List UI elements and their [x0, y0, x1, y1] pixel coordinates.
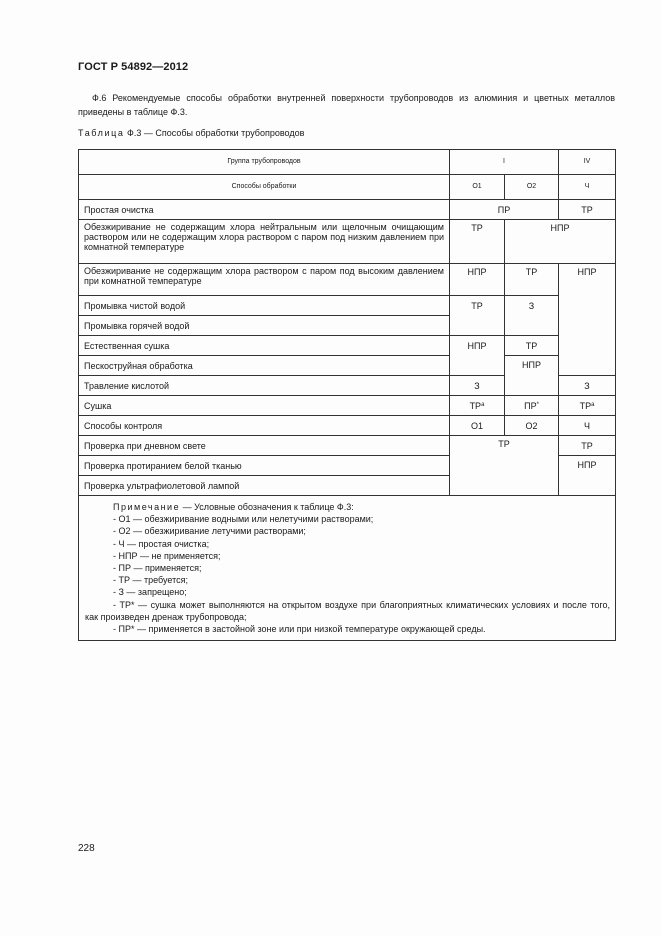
note-line: - О2 — обезжиривание летучими растворами; [113, 526, 306, 537]
table-row [79, 436, 616, 456]
note-title: Примечание — Условные обозначения к таблице Ф.3: [113, 502, 354, 512]
row-label: Проверка при дневном свете [79, 436, 450, 456]
cell-value: З [450, 376, 505, 396]
header-o1: О1 [450, 175, 505, 200]
header-ch: Ч [559, 175, 616, 200]
note-line: - Ч — простая очистка; [113, 538, 210, 549]
intro-paragraph: Ф.6 Рекомендуемые способы обработки внутренней поверхности трубопроводов из алюминия и цветных металлов приведены в таблице Ф.3. [78, 93, 615, 117]
header-group-1: I [450, 150, 559, 175]
row-label: Обезжиривание не содержащим хлора раствором с паром под высоким давлением при комнатной температуре [79, 264, 450, 296]
row-label: Обезжиривание не содержащим хлора нейтральным или щелочным очищающим раствором или не содержащим хлора раствором с паром под низким давлением при комнатной температуре [79, 220, 450, 264]
row-label: Травление кислотой [79, 376, 450, 396]
cell-value: ПР* [505, 396, 559, 416]
cell-value: $ТР^а$ [450, 396, 505, 416]
cell-value: НПР [559, 264, 616, 376]
cell-value: З [559, 376, 616, 396]
note-line: - ПР — применяется; [113, 563, 202, 574]
row-label: Проверка протиранием белой тканью [79, 456, 450, 476]
row-label: Сушка [79, 396, 450, 416]
cell-value: ТР [559, 436, 616, 456]
table-row [79, 416, 616, 436]
header-group-4: IV [559, 150, 616, 175]
cell-value: З [505, 296, 559, 336]
cell-value: Ч [559, 416, 616, 436]
treatment-methods-table [78, 149, 616, 641]
cell-value: НПР [505, 356, 559, 396]
table-caption [78, 128, 304, 138]
table-row [79, 264, 616, 296]
row-label: Промывка чистой водой [79, 296, 450, 316]
cell-value: НПР [559, 456, 616, 496]
cell-value: НПР [450, 336, 505, 376]
page-number: 228 [78, 843, 95, 854]
header-o2: О2 [505, 175, 559, 200]
cell-value: О2 [505, 416, 559, 436]
note-line: - ТР — требуется; [113, 575, 188, 586]
cell-value: ТР [450, 296, 505, 336]
cell-value: ТР [505, 264, 559, 296]
table-caption-text: Ф.3 — Способы обработки трубопроводов [124, 128, 305, 138]
cell-value: О1 [450, 416, 505, 436]
cell-value: ТР [450, 436, 559, 496]
cell-value: НПР [505, 220, 616, 264]
note-line: - ПР* — применяется в застойной зоне или при низкой температуре окружающей среды. [113, 624, 486, 635]
note-line: - ТР* — сушка может выполняются на открытом воздухе при благоприятных климатических условиях и после того, как произведен дренаж трубопровода; [85, 599, 611, 622]
cell-value: ТР [559, 200, 616, 220]
table-row [79, 296, 616, 316]
cell-value: НПР [450, 264, 505, 296]
note-line: - З — запрещено; [113, 587, 187, 598]
table-row [79, 356, 616, 376]
row-label: Естественная сушка [79, 336, 450, 356]
note-line: - О1 — обезжиривание водными или нелетучими растворами; [113, 514, 374, 525]
row-label: Пескоструйная обработка [79, 356, 450, 376]
cell-value: ТР [450, 220, 505, 264]
table-caption-prefix: Таблица [78, 128, 125, 138]
table-row [79, 220, 616, 264]
header-pipeline-group: Группа трубопроводов [79, 150, 450, 175]
table-row [79, 396, 616, 416]
table-row [79, 200, 616, 220]
table-row [79, 336, 616, 356]
note-line: - НПР — не применяется; [113, 550, 221, 561]
cell-value: ТР [505, 336, 559, 356]
row-label: Способы контроля [79, 416, 450, 436]
row-label: Простая очистка [79, 200, 450, 220]
cell-value: $ТР^а$ [559, 396, 616, 416]
header-methods: Способы обработки [79, 175, 450, 200]
row-label: Проверка ультрафиолетовой лампой [79, 476, 450, 496]
table-note [79, 496, 616, 641]
cell-value: ПР [450, 200, 559, 220]
row-label: Промывка горячей водой [79, 316, 450, 336]
document-header: ГОСТ Р 54892—2012 [78, 61, 189, 73]
